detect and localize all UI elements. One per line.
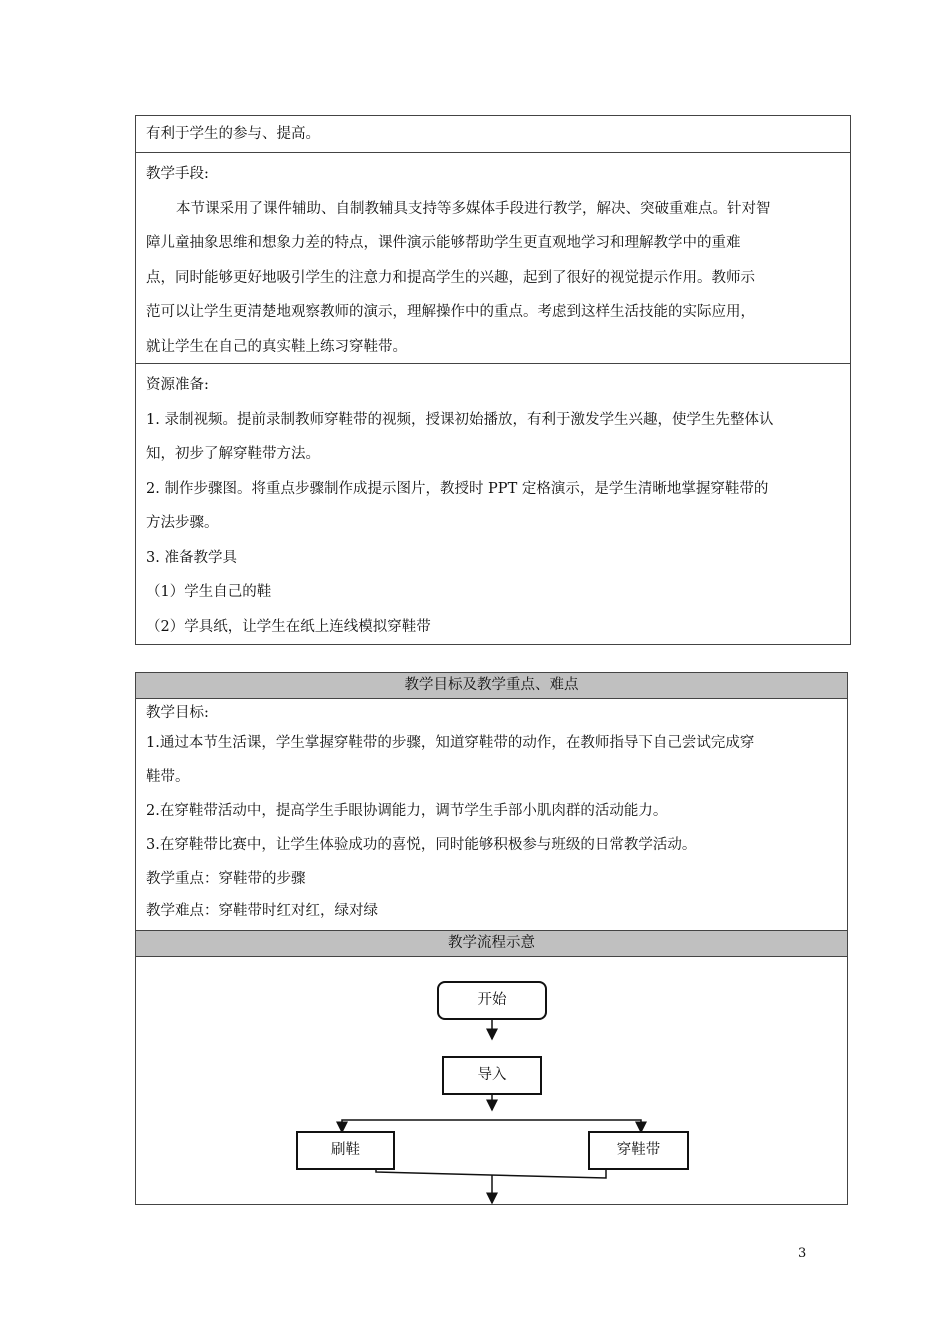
objective-line: 3.在穿鞋带比赛中，让学生体验成功的喜悦，同时能够积极参与班级的日常教学活动。	[146, 837, 697, 853]
flowchart	[136, 957, 847, 1207]
teaching-means-table	[135, 115, 851, 645]
resource-line: 1. 录制视频。提前录制教师穿鞋带的视频，授课初始播放，有利于激发学生兴趣，使学生先整体认	[146, 411, 774, 428]
merge-line	[376, 1159, 606, 1178]
resource-line: （2）学具纸，让学生在纸上连线模拟穿鞋带	[146, 618, 431, 635]
difficulty-line: 教学难点：穿鞋带时红对红，绿对绿	[146, 903, 378, 919]
objectives-body	[136, 699, 847, 930]
objectives-header: 教学目标及教学重点、难点	[136, 673, 847, 699]
resource-line: 方法步骤。	[146, 515, 219, 531]
flow-start-node: 开始	[437, 981, 547, 1020]
objective-line: 2.在穿鞋带活动中，提高学生手眼协调能力，调节学生手部小肌肉群的活动能力。	[146, 803, 668, 819]
resource-line: （1）学生自己的鞋	[146, 584, 272, 600]
paragraph-line: 点，同时能够更好地吸引学生的注意力和提高学生的兴趣，起到了很好的视觉提示作用。教师示	[146, 269, 755, 286]
paragraph-line: 障儿童抽象思维和想象力差的特点，课件演示能够帮助学生更直观地学习和理解教学中的重难	[146, 235, 741, 251]
resource-line: 2. 制作步骤图。将重点步骤制作成提示图片，教授时 PPT 定格演示，是学生清晰地掌握穿鞋带的	[146, 480, 769, 497]
page-number: 3	[798, 1246, 807, 1261]
flow-lacing-node: 穿鞋带	[588, 1131, 689, 1170]
objective-line: 鞋带。	[146, 769, 190, 785]
teaching-means-row	[136, 153, 850, 364]
objective-line: 1.通过本节生活课，学生掌握穿鞋带的步骤，知道穿鞋带的动作，在教师指导下自己尝试完成穿	[146, 735, 755, 751]
key-point-line: 教学重点：穿鞋带的步骤	[146, 871, 306, 887]
resource-line: 知，初步了解穿鞋带方法。	[146, 446, 320, 462]
objectives-table	[135, 672, 848, 1205]
paragraph-line: 本节课采用了课件辅助、自制教辅具支持等多媒体手段进行教学，解决、突破重难点。针对智	[176, 200, 771, 217]
resources-row	[136, 364, 850, 644]
objectives-heading: 教学目标:	[146, 705, 209, 721]
branch-line	[342, 1120, 641, 1131]
paragraph-line: 范可以让学生更清楚地观察教师的演示，理解操作中的重点。考虑到这样生活技能的实际应用，	[146, 304, 755, 320]
carry-over-text: 有利于学生的参与、提高。	[146, 126, 320, 142]
carry-over-row	[136, 116, 850, 153]
resources-heading: 资源准备:	[146, 377, 209, 393]
resource-line: 3. 准备教学具	[146, 549, 237, 566]
flow-header: 教学流程示意	[136, 930, 847, 957]
paragraph-line: 就让学生在自己的真实鞋上练习穿鞋带。	[146, 338, 407, 355]
flow-brush-shoe-node: 刷鞋	[296, 1131, 395, 1170]
teaching-means-heading: 教学手段:	[146, 166, 209, 182]
flow-intro-node: 导入	[442, 1056, 542, 1095]
